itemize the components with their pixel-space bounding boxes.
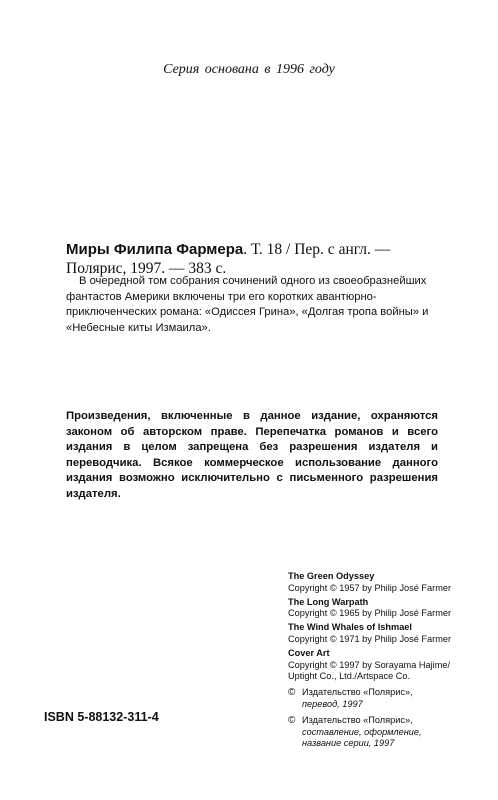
publisher-line: перевод, 1997 — [302, 698, 363, 709]
credit-item — [288, 648, 488, 683]
bibliographic-rest: . Т. 18 / Пер. с англ. — — [243, 241, 391, 258]
copyright-symbol: © — [288, 714, 296, 726]
credit-line: Copyright © 1957 by Philip José Farmer — [288, 582, 452, 593]
bibliographic-line-2: Полярис, 1997. — 383 с. — [66, 260, 227, 277]
credit-heading: The Wind Whales of Ishmael — [288, 622, 412, 633]
publisher-credit — [288, 715, 488, 750]
publisher-line: Издательство «Полярис», — [302, 714, 413, 725]
bibliographic-line-1 — [66, 240, 438, 259]
annotation: В очередной том собрания сочинений одного из своеобразнейших фантастов Америки включены три его коротких авантюрно-приключенческих романа: «Одиссея Грина», «Долгая тропа войны» и «Небесные киты Измаила». — [66, 275, 429, 334]
credit-item — [288, 597, 488, 621]
credits-block — [288, 571, 488, 750]
bibliographic-record — [66, 240, 438, 278]
credit-heading: The Long Warpath — [288, 596, 369, 607]
publisher-line: составление, оформление, — [302, 726, 422, 737]
isbn: ISBN 5-88132-311-4 — [44, 710, 159, 724]
credit-item — [288, 622, 488, 646]
credit-item — [288, 571, 488, 595]
credit-line: Copyright © 1997 by Sorayama Hajime/ — [288, 659, 451, 670]
series-note: Серия основана в 1996 году — [163, 62, 335, 77]
copyright-notice: Произведения, включенные в данное издание, охраняются законом об авторском праве. Перепечатка романов и всего издания в целом запрещена без разрешения издателя и переводчика. Всякое коммерческое использование данного издания возможно исключительно с письменного разрешения издателя. — [66, 410, 438, 500]
copyright-symbol: © — [288, 687, 296, 699]
credit-heading: Cover Art — [288, 647, 330, 658]
credit-heading: The Green Odyssey — [288, 571, 375, 581]
publisher-line: Издательство «Полярис», — [302, 687, 413, 698]
book-title: Миры Филипа Фармера — [66, 241, 244, 258]
publisher-credit — [288, 687, 488, 711]
credit-line: Uptight Co., Ltd./Artspace Co. — [288, 671, 411, 682]
publisher-line: название серии, 1997 — [302, 738, 395, 749]
credit-line: Copyright © 1971 by Philip José Farmer — [288, 633, 452, 644]
credit-line: Copyright © 1965 by Philip José Farmer — [288, 608, 452, 619]
